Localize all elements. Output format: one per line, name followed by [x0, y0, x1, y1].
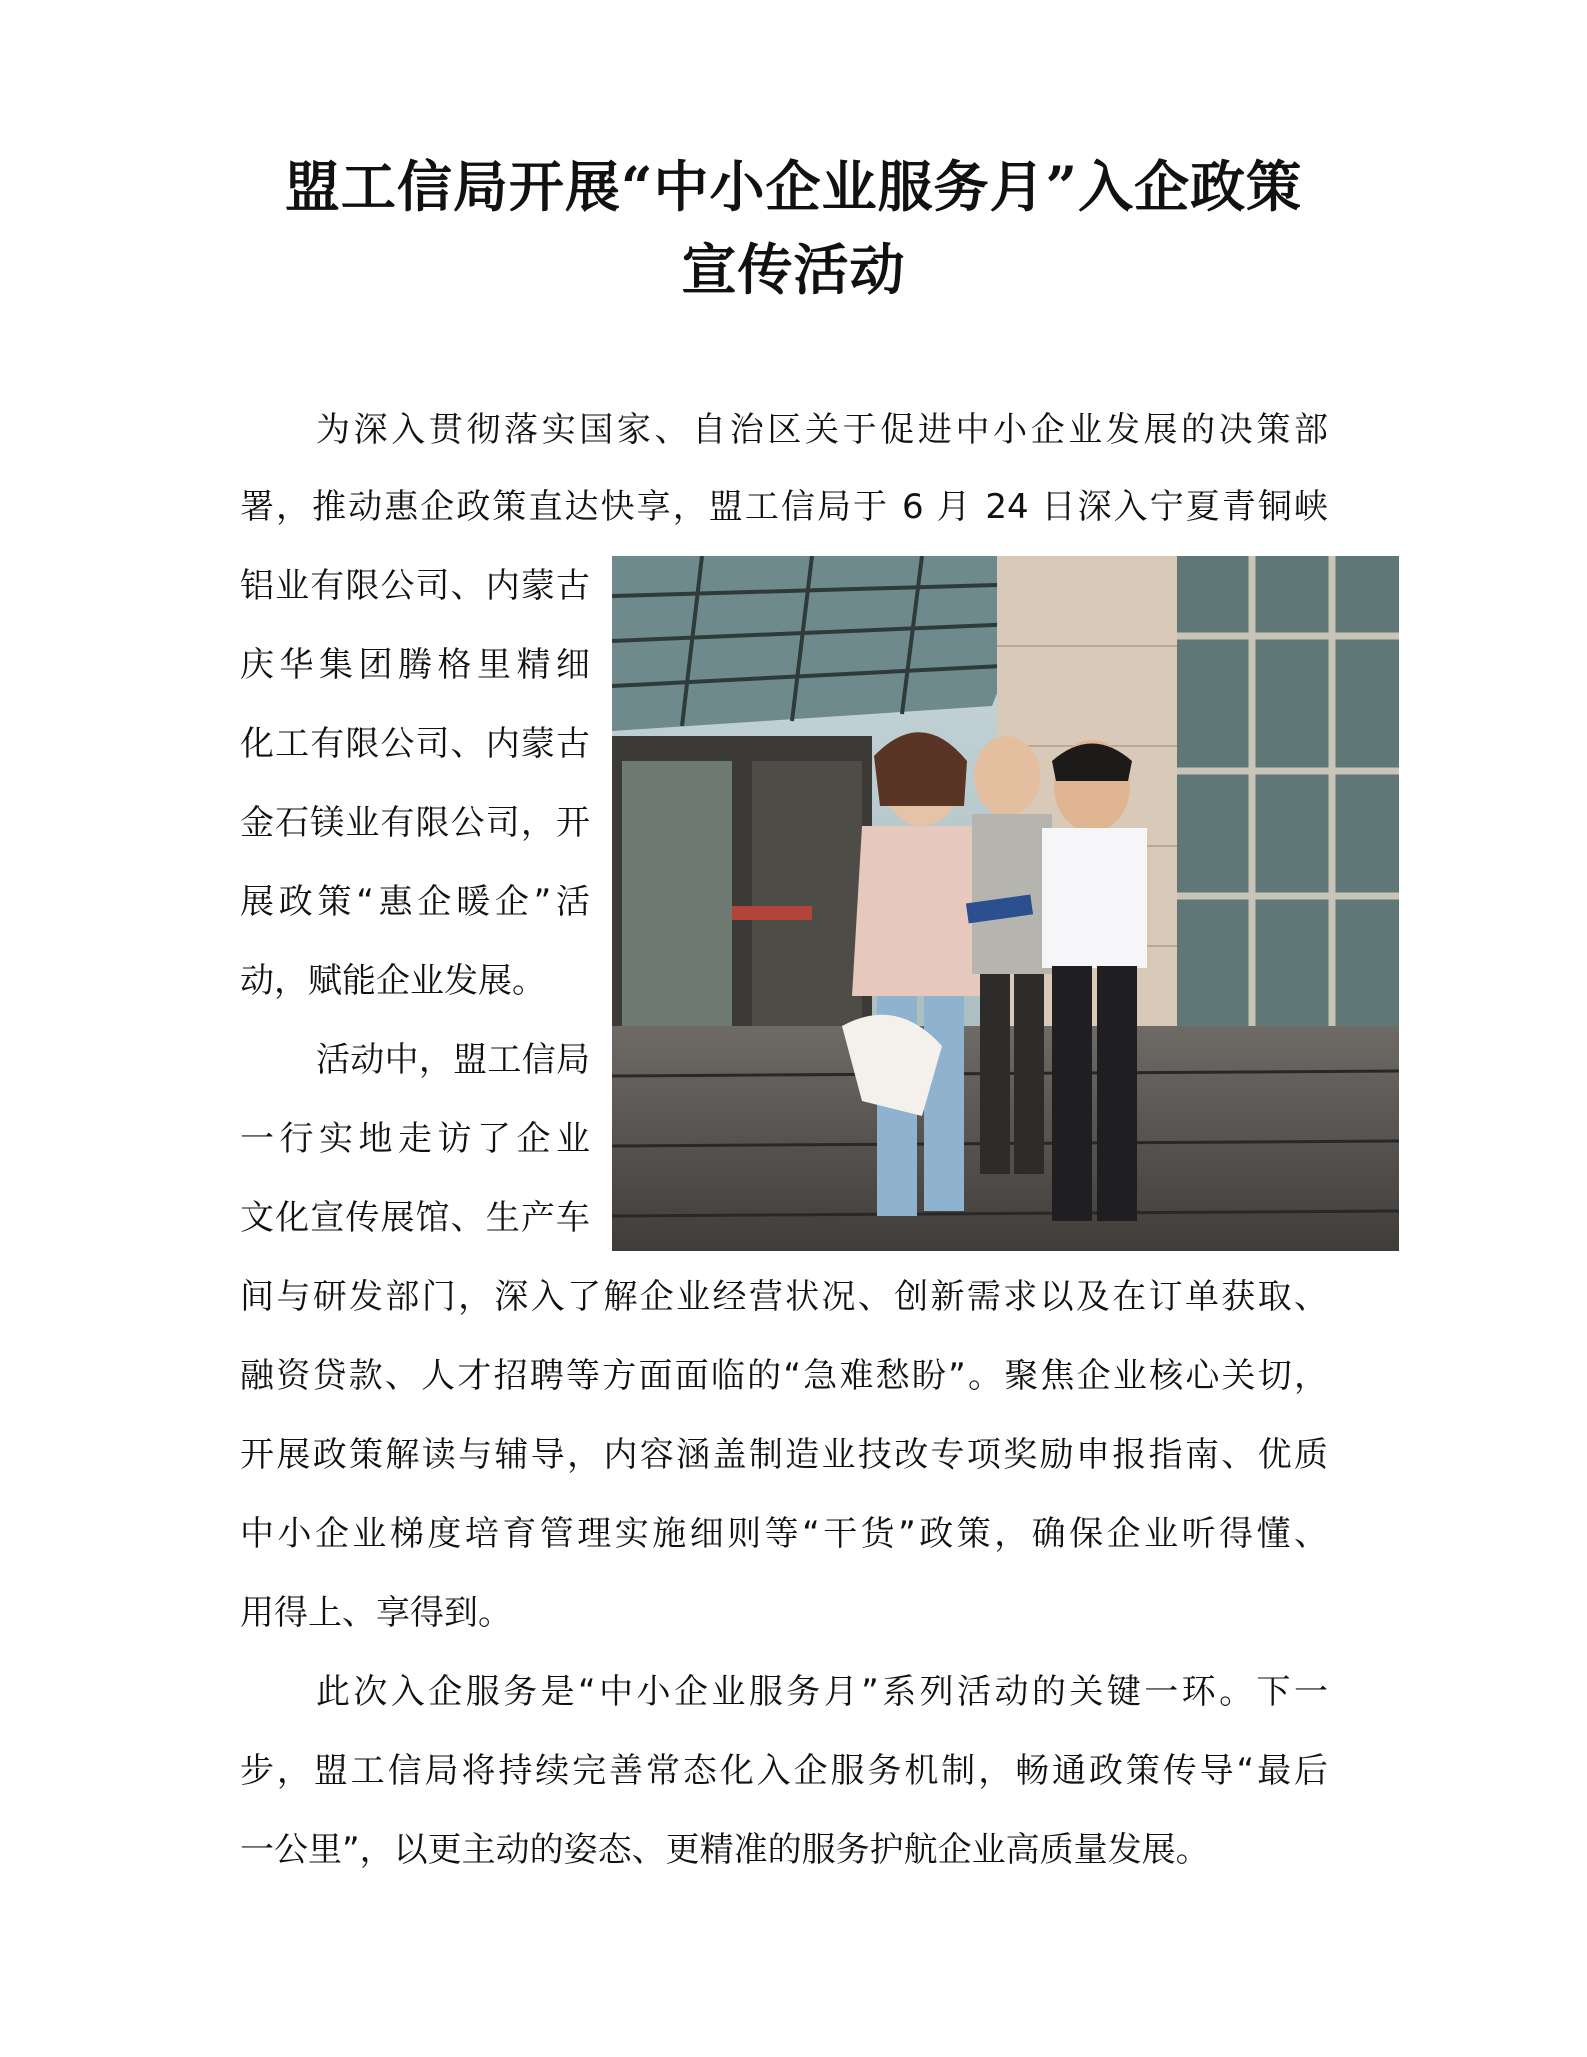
paragraph-line: 动，赋能企业发展。	[240, 961, 546, 1001]
paragraph-line: 步，盟工信局将持续完善常态化入企服务机制，畅通政策传导“最后	[240, 1751, 1328, 1791]
paragraph-line: 活动中，盟工信局	[316, 1040, 590, 1080]
title-line-2: 宣传活动	[681, 237, 906, 302]
paragraph-line: 署，推动惠企政策直达快享，盟工信局于 6 月 24 日深入宁夏青铜峡	[240, 487, 1328, 527]
paragraph-line: 铝业有限公司、内蒙古	[240, 566, 590, 606]
paragraph-line: 间与研发部门，深入了解企业经营状况、创新需求以及在订单获取、	[240, 1277, 1328, 1317]
paragraph-line: 展政策“惠企暖企”活	[240, 882, 590, 922]
paragraph-line: 金石镁业有限公司，开	[240, 803, 590, 843]
paragraph-line: 中小企业梯度培育管理实施细则等“干货”政策，确保企业听得懂、	[240, 1514, 1328, 1554]
article-title	[200, 145, 1387, 311]
photo-icon	[612, 556, 1399, 1251]
paragraph-line: 一公里”，以更主动的姿态、更精准的服务护航企业高质量发展。	[240, 1830, 1210, 1870]
paragraph-line: 一行实地走访了企业	[240, 1119, 590, 1159]
article-photo	[612, 556, 1399, 1251]
paragraph-line: 开展政策解读与辅导，内容涵盖制造业技改专项奖励申报指南、优质	[240, 1435, 1328, 1475]
paragraph-line: 此次入企服务是“中小企业服务月”系列活动的关键一环。下一	[316, 1672, 1328, 1712]
paragraph-line: 文化宣传展馆、生产车	[240, 1198, 590, 1238]
title-line-1: 盟工信局开展“中小企业服务月”入企政策	[284, 154, 1303, 219]
paragraph-line: 为深入贯彻落实国家、自治区关于促进中小企业发展的决策部	[316, 410, 1328, 450]
paragraph-line: 化工有限公司、内蒙古	[240, 724, 590, 764]
paragraph-line: 用得上、享得到。	[240, 1593, 512, 1633]
paragraph-line: 庆华集团腾格里精细	[240, 645, 590, 685]
paragraph-line: 融资贷款、人才招聘等方面面临的“急难愁盼”。聚焦企业核心关切，	[240, 1356, 1328, 1396]
